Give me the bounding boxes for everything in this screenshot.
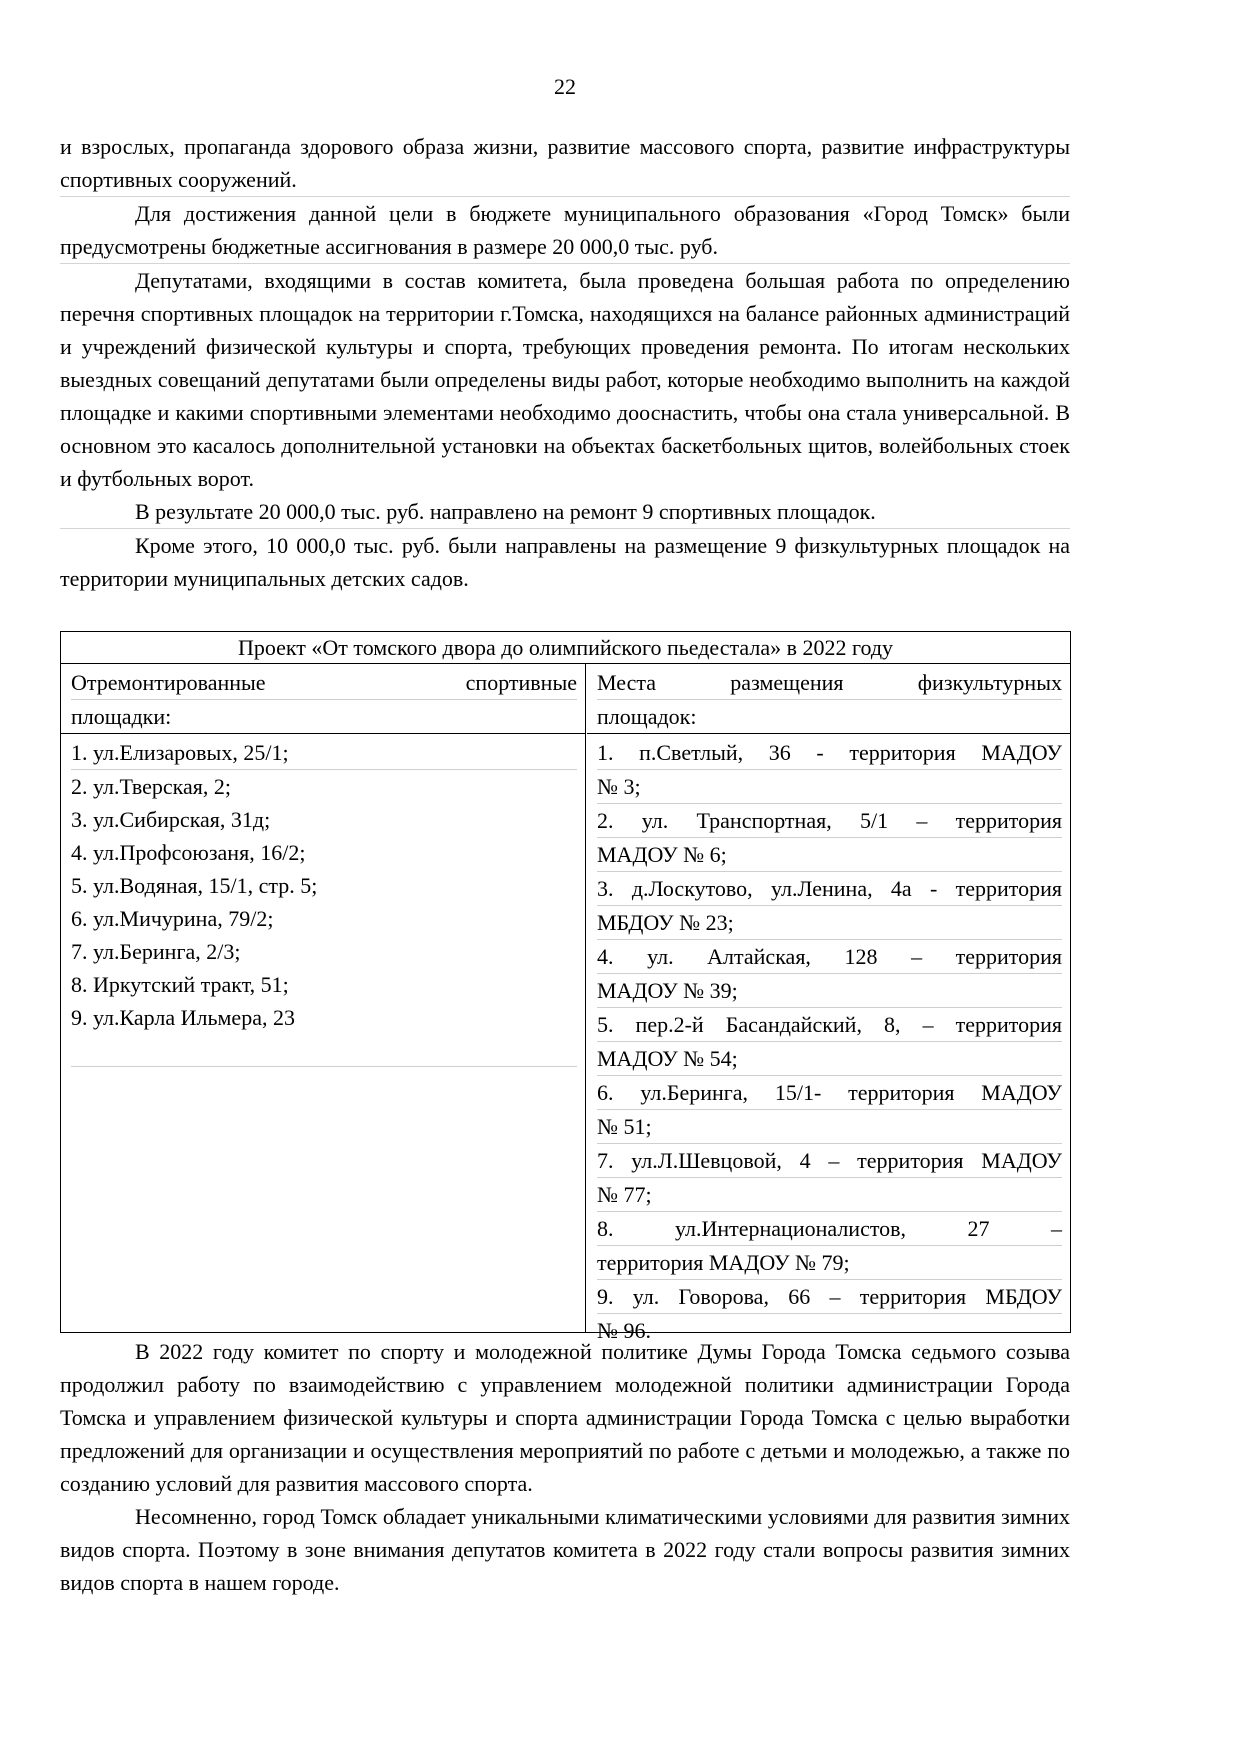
list-item: 5. ул.Водяная, 15/1, стр. 5;	[71, 873, 318, 898]
table-title: Проект «От томского двора до олимпийского пьедестала» в 2022 году	[61, 632, 1070, 664]
list-item: 2. ул. Транспортная, 5/1 – территория МАДОУ № 6;	[597, 804, 1062, 872]
list-item: 9. ул.Карла Ильмера, 23	[71, 1005, 295, 1030]
paragraph-2: Для достижения данной цели в бюджете муниципального образования «Город Томск» были предусмотрены бюджетные ассигнования в размере 20 000,0 тыс. руб.	[60, 197, 1070, 264]
list-item: 3. д.Лоскутово, ул.Ленина, 4а - территория МБДОУ № 23;	[597, 872, 1062, 940]
left-header-line1: Отремонтированные спортивные	[71, 666, 577, 700]
list-item: 8. ул.Интернационалистов, 27 – территория МАДОУ № 79;	[597, 1212, 1062, 1280]
body-text-bottom	[60, 1335, 1070, 1599]
list-item: 1. п.Светлый, 36 - территория МАДОУ № 3;	[597, 736, 1062, 804]
paragraph-7: Несомненно, город Томск обладает уникальными климатическими условиями для развития зимних видов спорта. Поэтому в зоне внимания депутатов комитета в 2022 году стали вопросы развития зимних видов спорта в нашем городе.	[60, 1504, 1070, 1595]
list-item: 6. ул.Мичурина, 79/2;	[71, 906, 274, 931]
right-column-header	[597, 666, 1062, 733]
list-item: 7. ул.Л.Шевцовой, 4 – территория МАДОУ № 77;	[597, 1144, 1062, 1212]
paragraph-4: В результате 20 000,0 тыс. руб. направлено на ремонт 9 спортивных площадок.	[60, 495, 1070, 529]
project-table	[60, 631, 1071, 1343]
list-item: 1. ул.Елизаровых, 25/1;	[71, 736, 577, 770]
list-item: 9. ул. Говорова, 66 – территория МБДОУ № 96.	[597, 1280, 1062, 1347]
right-header-line1: Места размещения физкультурных	[597, 666, 1062, 700]
page-number: 22	[554, 74, 576, 99]
right-list	[597, 736, 1062, 1347]
list-item: 4. ул.Профсоюзаня, 16/2;	[71, 840, 306, 865]
list-item: 2. ул.Тверская, 2;	[71, 774, 231, 799]
table-column-placements	[587, 664, 1070, 1343]
body-text-top	[60, 130, 1070, 595]
list-item: 7. ул.Беринга, 2/3;	[71, 939, 241, 964]
list-item: 8. Иркутский тракт, 51;	[71, 972, 289, 997]
table-column-repaired	[61, 664, 586, 1332]
list-item: 3. ул.Сибирская, 31д;	[71, 807, 271, 832]
list-item: 6. ул.Беринга, 15/1- территория МАДОУ № 51;	[597, 1076, 1062, 1144]
paragraph-6: В 2022 году комитет по спорту и молодежной политике Думы Города Томска седьмого созыва продолжил работу по взаимодействию с управлением молодежной политики администрации Города Томска и управлением физической культуры и спорта администрации Города Томска с целью выработки предложений для организации и осуществления мероприятий по работе с детьми и молодежью, а также по созданию условий для развития массового спорта.	[60, 1339, 1070, 1496]
paragraph-1: и взрослых, пропаганда здорового образа жизни, развитие массового спорта, развитие инфраструктуры спортивных сооружений.	[60, 130, 1070, 197]
list-item: 5. пер.2-й Басандайский, 8, – территория МАДОУ № 54;	[597, 1008, 1062, 1076]
list-item: 4. ул. Алтайская, 128 – территория МАДОУ № 39;	[597, 940, 1062, 1008]
left-list	[71, 736, 577, 1034]
paragraph-3: Депутатами, входящими в состав комитета, была проведена большая работа по определению перечня спортивных площадок на территории г.Томска, находящихся на балансе районных администраций и учреждений физической культуры и спорта, требующих проведения ремонта. По итогам нескольких выездных совещаний депутатами были определены виды работ, которые необходимо выполнить на каждой площадке и какими спортивными элементами необходимо дооснастить, чтобы она стала универсальной. В основном это касалось дополнительной установки на объектах баскетбольных щитов, волейбольных стоек и футбольных ворот.	[60, 268, 1070, 491]
left-column-header	[71, 666, 577, 733]
left-header-line2: площадки:	[71, 704, 172, 729]
right-header-line2: площадок:	[597, 704, 697, 729]
left-list-end-rule	[71, 1034, 577, 1067]
paragraph-5: Кроме этого, 10 000,0 тыс. руб. были направлены на размещение 9 физкультурных площадок на территории муниципальных детских садов.	[60, 533, 1070, 591]
